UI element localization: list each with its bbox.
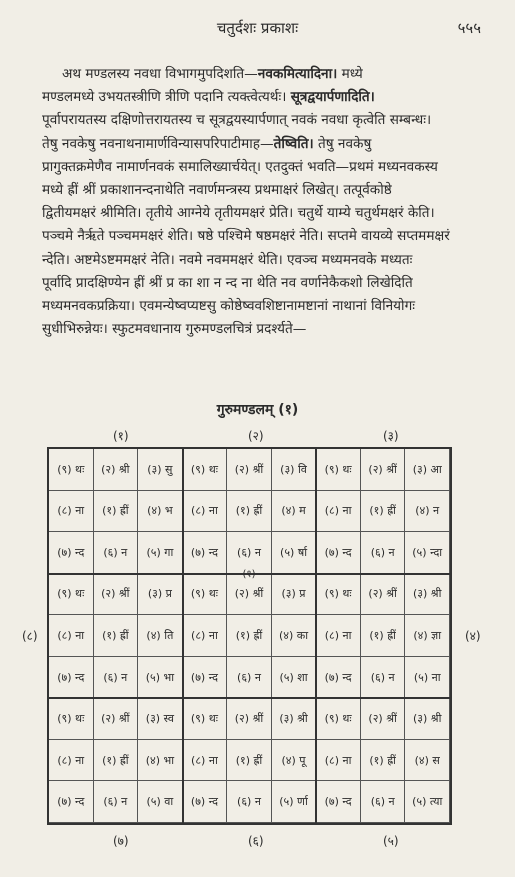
grid-cell: (५) र्षा bbox=[272, 532, 317, 574]
grid-cell: (२) श्रीं bbox=[361, 698, 406, 740]
grid-cell: (७) न्द bbox=[183, 532, 228, 574]
emphasized-term: नवकमित्यादिना। bbox=[257, 66, 338, 82]
center-block-label: (१) bbox=[242, 568, 256, 580]
grid-cell: (७) न्द bbox=[49, 657, 94, 699]
grid-cell: (६) न bbox=[227, 657, 272, 699]
text-line: पञ्चमे नैर्ऋते पञ्चममक्षरं शेति। षष्ठे पश्चिमे षष्ठमक्षरं नेति। सप्तमे वायव्ये सप्तममक्षरं bbox=[42, 228, 450, 245]
grid-cell: (९) थः bbox=[316, 449, 361, 491]
block-divider-vertical bbox=[315, 449, 317, 823]
grid-cell: (१) ह्रीं bbox=[227, 615, 272, 657]
grid-cell: (७) न्द bbox=[183, 657, 228, 699]
grid-cell: (८) ना bbox=[316, 491, 361, 533]
grid-cell: (३) श्री bbox=[272, 698, 317, 740]
grid-cell: (५) वा bbox=[138, 781, 183, 823]
grid-cell: (५) न्दा bbox=[405, 532, 450, 574]
grid-cell: (९) थः bbox=[49, 574, 94, 616]
guru-mandala-grid bbox=[47, 447, 452, 825]
grid-cell: (४) म bbox=[272, 491, 317, 533]
grid-cell: (१) ह्रीं bbox=[94, 615, 139, 657]
text-line: अथ मण्डलस्य नवधा विभागमुपदिशति—नवकमित्यादिना। मध्ये bbox=[62, 66, 363, 82]
grid-cell: (८) ना bbox=[49, 740, 94, 782]
grid-cell: (८) ना bbox=[49, 491, 94, 533]
grid-cell: (४) भा bbox=[138, 740, 183, 782]
grid-cell: (९) थः bbox=[49, 449, 94, 491]
grid-cell: (२) श्री bbox=[94, 449, 139, 491]
grid-cell: (२) श्रीं bbox=[227, 574, 272, 616]
grid-cell: (१) ह्रीं bbox=[227, 740, 272, 782]
grid-cell: (४) ज्ञा bbox=[405, 615, 450, 657]
grid-cell: (७) न्द bbox=[49, 532, 94, 574]
grid-cell: (८) ना bbox=[183, 491, 228, 533]
grid-cell: (९) थः bbox=[183, 449, 228, 491]
page-number: ५५५ bbox=[457, 19, 481, 37]
grid-cell: (८) ना bbox=[183, 740, 228, 782]
grid-label-bottom-6: (६) bbox=[248, 834, 264, 848]
grid-label-bottom-7: (७) bbox=[113, 834, 129, 848]
grid-cell: (६) न bbox=[94, 657, 139, 699]
text-line: पूर्वापरायतस्य दक्षिणोत्तरायतस्य च सूत्रद्वयस्यार्पणात् नवकं नवधा कृत्वेति सम्बन्धः। bbox=[42, 112, 432, 129]
grid-cell: (४) पू bbox=[272, 740, 317, 782]
grid-cell: (६) न bbox=[361, 657, 406, 699]
grid-cell: (५) त्या bbox=[405, 781, 450, 823]
grid-label-left-8: (८) bbox=[22, 629, 38, 643]
grid-cell: (६) न bbox=[227, 781, 272, 823]
grid-label-top-2: (२) bbox=[248, 429, 264, 443]
grid-cell: (९) थः bbox=[49, 698, 94, 740]
running-header bbox=[0, 18, 515, 40]
grid-cell: (७) न्द bbox=[316, 657, 361, 699]
grid-cell: (१) ह्रीं bbox=[361, 740, 406, 782]
grid-cell: (९) थः bbox=[183, 698, 228, 740]
grid-cell: (७) न्द bbox=[183, 781, 228, 823]
text-line: न्देति। अष्टमेऽष्टममक्षरं नेति। नवमे नवममक्षरं थेति। एवञ्च मध्यमनवके मध्यतः bbox=[42, 251, 413, 268]
grid-cell: (३) आ bbox=[405, 449, 450, 491]
grid-cell: (६) न bbox=[361, 532, 406, 574]
figure-title: गुरुमण्डलम् (१) bbox=[216, 402, 299, 418]
grid-cell: (१) ह्रीं bbox=[361, 615, 406, 657]
grid-cell: (१) ह्रीं bbox=[94, 740, 139, 782]
grid-cell: (३) प्र bbox=[272, 574, 317, 616]
grid-cell: (५) भा bbox=[138, 657, 183, 699]
grid-cell: (१) ह्रीं bbox=[361, 491, 406, 533]
grid-label-top-1: (१) bbox=[113, 429, 129, 443]
text-line: द्वितीयमक्षरं श्रीमिति। तृतीये आग्नेये तृतीयमक्षरं प्रेति। चतुर्थे याम्ये चतुर्थमक्षरं केति। bbox=[42, 205, 435, 222]
grid-cell: (८) ना bbox=[316, 740, 361, 782]
block-divider-horizontal bbox=[49, 697, 450, 699]
grid-cell: (३) स्व bbox=[138, 698, 183, 740]
emphasized-term: तेष्विति। bbox=[273, 135, 314, 152]
chapter-title: चतुर्दशः प्रकाशः bbox=[216, 19, 299, 37]
grid-cell: (४) भ bbox=[138, 491, 183, 533]
grid-cell: (६) न bbox=[227, 532, 272, 574]
grid-cell: (८) ना bbox=[183, 615, 228, 657]
grid-cell: (२) श्रीं bbox=[227, 698, 272, 740]
grid-cell: (४) ति bbox=[138, 615, 183, 657]
text-line: मण्डलमध्ये उभयतस्त्रीणि त्रीणि पदानि त्यक्त्वेत्यर्थः। सूत्रद्वयार्पणादिति। bbox=[42, 89, 375, 106]
grid-cell: (५) गा bbox=[138, 532, 183, 574]
grid-cell: (७) न्द bbox=[49, 781, 94, 823]
grid-cell: (३) सु bbox=[138, 449, 183, 491]
text-line: पूर्वादि प्रादक्षिण्येन ह्रीं श्रीं प्र का शा न न्द ना थेति नव वर्णानेकैकशो लिखेदिति bbox=[42, 274, 413, 291]
grid-cell: (२) श्रीं bbox=[94, 698, 139, 740]
grid-cell: (१) ह्रीं bbox=[94, 491, 139, 533]
grid-cell: (५) र्णा bbox=[272, 781, 317, 823]
grid-cell: (५) ना bbox=[405, 657, 450, 699]
grid-cell: (६) न bbox=[361, 781, 406, 823]
grid-cell: (९) थः bbox=[316, 574, 361, 616]
grid-cell: (४) स bbox=[405, 740, 450, 782]
grid-cell: (४) न bbox=[405, 491, 450, 533]
grid-cell: (९) थः bbox=[183, 574, 228, 616]
grid-label-right-4: (४) bbox=[465, 629, 481, 643]
commentary-text bbox=[42, 63, 487, 341]
grid-cell: (३) श्री bbox=[405, 698, 450, 740]
grid-cell: (२) श्रीं bbox=[361, 449, 406, 491]
text-line: मध्ये ह्रीं श्रीं प्रकाशानन्दनाथेति नवार्णमन्त्रस्य प्रथमाक्षरं लिखेत्। तत्पूर्वकोष्ठे bbox=[42, 182, 392, 199]
grid-cell: (३) वि bbox=[272, 449, 317, 491]
text-line: तेषु नवकेषु नवनाथनामार्णविन्यासपरिपाटीमाह—तेष्विति। तेषु नवकेषु bbox=[42, 135, 372, 152]
grid-cell: (३) प्र bbox=[138, 574, 183, 616]
grid-cell: (१) ह्रीं bbox=[227, 491, 272, 533]
grid-cell: (२) श्रीं bbox=[94, 574, 139, 616]
grid-cell: (७) न्द bbox=[316, 532, 361, 574]
grid-cell: (३) श्री bbox=[405, 574, 450, 616]
text-line: प्रागुक्तक्रमेणैव नामार्णनवकं समालिख्यार्चयेत्। एतदुक्तं भवति—प्रथमं मध्यनवकस्य bbox=[42, 158, 438, 175]
grid-label-top-3: (३) bbox=[383, 429, 399, 443]
grid-cell: (६) न bbox=[94, 781, 139, 823]
emphasized-term: सूत्रद्वयार्पणादिति। bbox=[290, 89, 375, 106]
grid-cell: (८) ना bbox=[49, 615, 94, 657]
text-line: मध्यमनवकप्रक्रिया। एवमन्येष्वप्यष्टसु कोष्ठेष्ववशिष्टानामष्टानां नाथानां विनियोगः bbox=[42, 298, 415, 315]
block-divider-vertical bbox=[182, 449, 184, 823]
grid-cell: (८) ना bbox=[316, 615, 361, 657]
grid-cell: (२) श्रीं bbox=[227, 449, 272, 491]
grid-cell: (४) का bbox=[272, 615, 317, 657]
grid-cell: (६) न bbox=[94, 532, 139, 574]
grid-cell: (५) शा bbox=[272, 657, 317, 699]
grid-cell: (७) न्द bbox=[316, 781, 361, 823]
grid-cell: (९) थः bbox=[316, 698, 361, 740]
grid-label-bottom-5: (५) bbox=[383, 834, 399, 848]
grid-cell: (२) श्रीं bbox=[361, 574, 406, 616]
text-line: सुधीभिरुन्नेयः। स्फुटमवधानाय गुरुमण्डलचित्रं प्रदर्श्यते— bbox=[42, 321, 307, 338]
